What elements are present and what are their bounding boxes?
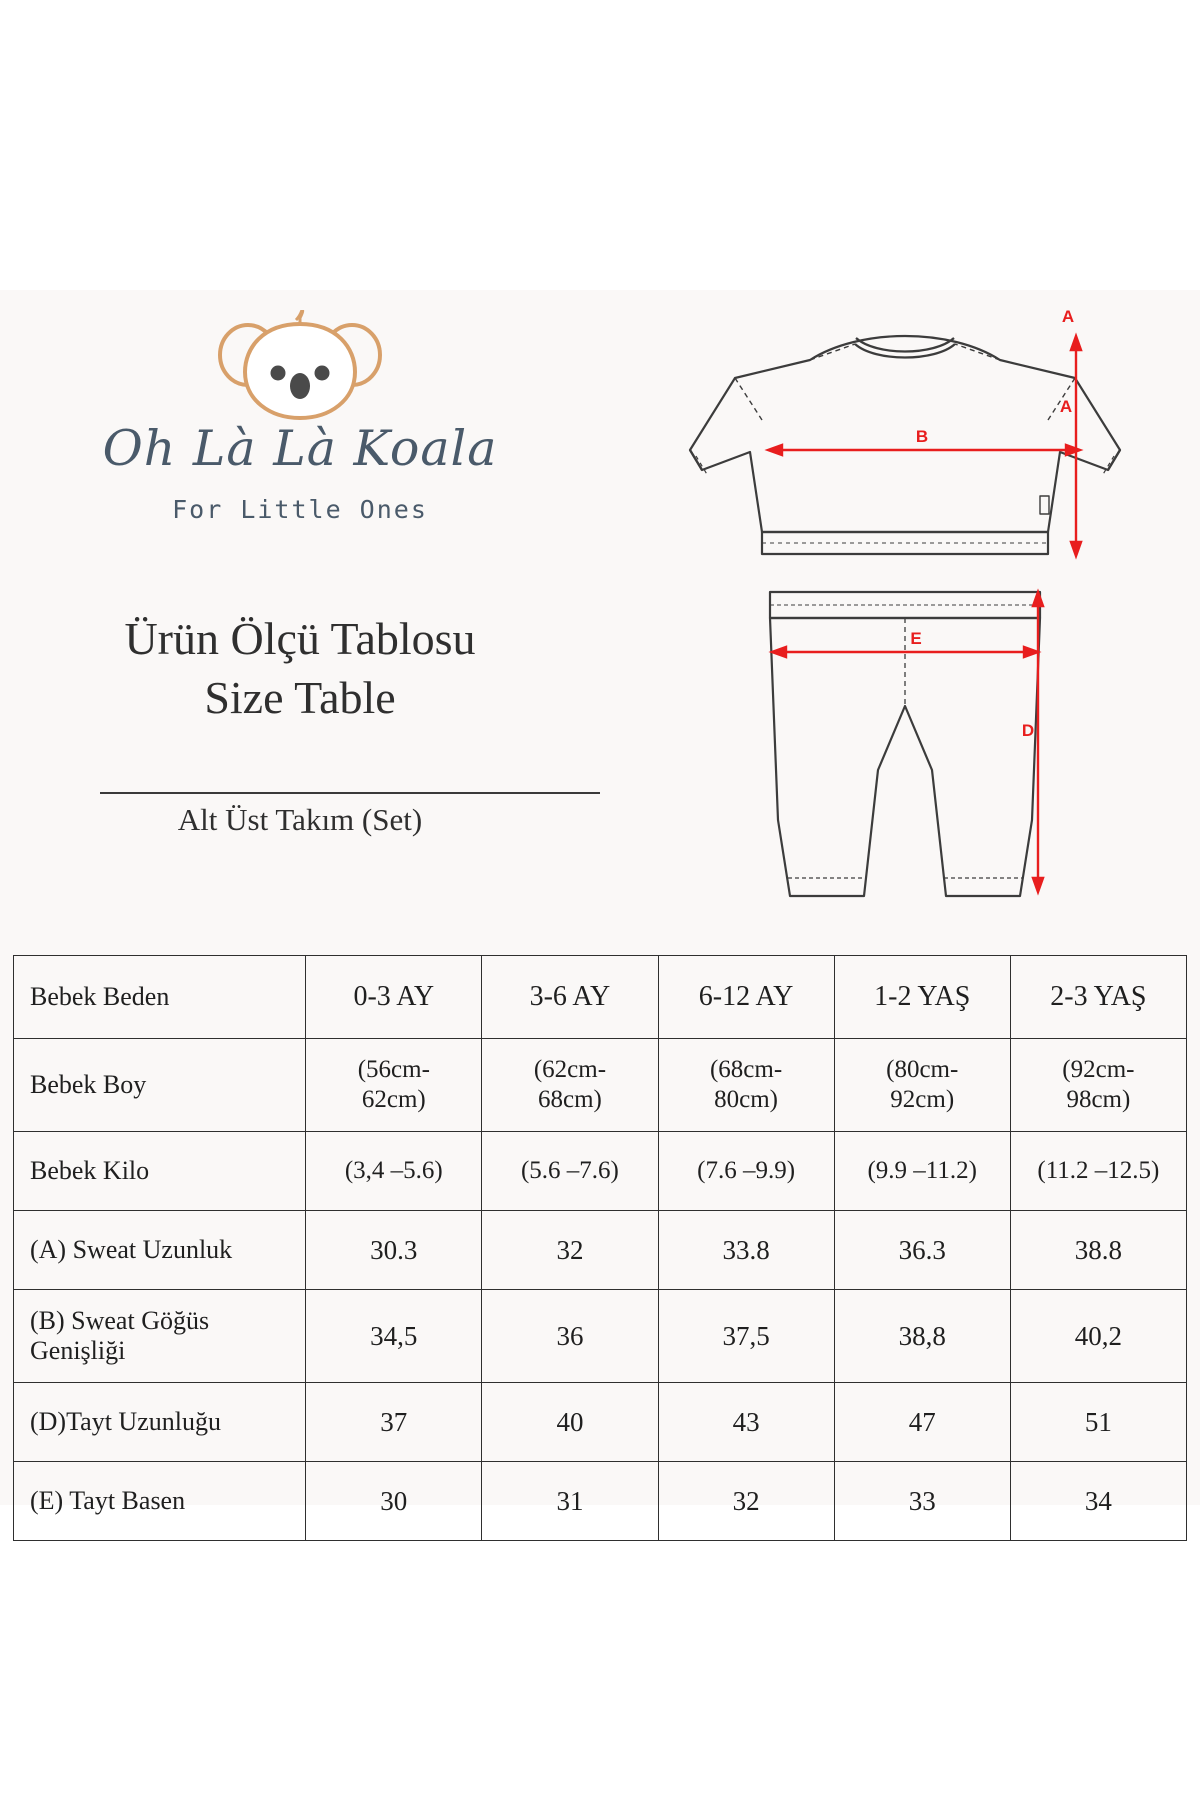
size-table bbox=[13, 955, 1187, 1541]
page-title bbox=[0, 610, 600, 728]
header-area bbox=[0, 290, 1200, 950]
table-header-row bbox=[14, 956, 1187, 1039]
table-col-header-3: 6-12 AY bbox=[658, 956, 834, 1039]
cell-line: (68cm- bbox=[709, 1056, 783, 1083]
table-cell bbox=[482, 1039, 658, 1132]
row-label: (A) Sweat Uzunluk bbox=[14, 1211, 306, 1290]
koala-head-icon bbox=[215, 310, 385, 425]
page-title-line1: Ürün Ölçü Tablosu bbox=[124, 613, 476, 664]
cell-line: (56cm- bbox=[357, 1056, 430, 1083]
brand-tagline: For Little Ones bbox=[172, 495, 428, 524]
table-cell: 34,5 bbox=[306, 1290, 482, 1383]
cell-line: (92cm- bbox=[1062, 1056, 1135, 1083]
brand-name: Oh Là Là Koala bbox=[102, 420, 498, 477]
size-chart-card bbox=[0, 290, 1200, 1516]
table-cell: (7.6 –9.9) bbox=[658, 1132, 834, 1211]
svg-text:E: E bbox=[910, 629, 922, 648]
table-cell: 34 bbox=[1010, 1462, 1186, 1541]
table-col-header-4: 1-2 YAŞ bbox=[834, 956, 1010, 1039]
table-cell: 38.8 bbox=[1010, 1211, 1186, 1290]
table-row bbox=[14, 1383, 1187, 1462]
table-cell: 40 bbox=[482, 1383, 658, 1462]
row-label: (D)Tayt Uzunluğu bbox=[14, 1383, 306, 1462]
table-cell: 47 bbox=[834, 1383, 1010, 1462]
table-row bbox=[14, 1211, 1187, 1290]
row-label: (E) Tayt Basen bbox=[14, 1462, 306, 1541]
table-cell: 37,5 bbox=[658, 1290, 834, 1383]
brand-block bbox=[0, 290, 660, 950]
table-row bbox=[14, 1462, 1187, 1541]
table-cell: 51 bbox=[1010, 1383, 1186, 1462]
table-row bbox=[14, 1039, 1187, 1132]
table-cell: 43 bbox=[658, 1383, 834, 1462]
cell-line: 80cm) bbox=[714, 1086, 779, 1113]
table-cell bbox=[834, 1039, 1010, 1132]
row-label: Bebek Boy bbox=[14, 1039, 306, 1132]
cell-line: 92cm) bbox=[890, 1086, 955, 1113]
cell-line: (62cm- bbox=[533, 1056, 607, 1083]
table-cell: 40,2 bbox=[1010, 1290, 1186, 1383]
table-col-header-0: Bebek Beden bbox=[14, 956, 306, 1039]
page-subtitle: Alt Üst Takım (Set) bbox=[177, 802, 423, 837]
table-cell bbox=[1010, 1039, 1186, 1132]
table-cell: (9.9 –11.2) bbox=[834, 1132, 1010, 1211]
cell-line: 68cm) bbox=[538, 1086, 602, 1113]
row-label: Bebek Kilo bbox=[14, 1132, 306, 1211]
table-cell: (11.2 –12.5) bbox=[1010, 1132, 1186, 1211]
table-cell: (3,4 –5.6) bbox=[306, 1132, 482, 1211]
table-cell: 33.8 bbox=[658, 1211, 834, 1290]
table-col-header-2: 3-6 AY bbox=[482, 956, 658, 1039]
table-cell: 33 bbox=[834, 1462, 1010, 1541]
cell-line: 98cm) bbox=[1066, 1086, 1131, 1113]
table-col-header-5: 2-3 YAŞ bbox=[1010, 956, 1186, 1039]
size-table-wrapper bbox=[13, 955, 1187, 1541]
cell-line: 62cm) bbox=[361, 1086, 426, 1113]
svg-text:A: A bbox=[1059, 397, 1073, 416]
table-cell: 30 bbox=[306, 1462, 482, 1541]
table-col-header-1: 0-3 AY bbox=[306, 956, 482, 1039]
table-cell: 30.3 bbox=[306, 1211, 482, 1290]
table-cell: (5.6 –7.6) bbox=[482, 1132, 658, 1211]
svg-text:A: A bbox=[1061, 307, 1075, 326]
svg-text:B: B bbox=[915, 427, 929, 446]
svg-text:D: D bbox=[1021, 721, 1035, 740]
table-row bbox=[14, 1132, 1187, 1211]
title-divider bbox=[100, 792, 600, 794]
page-title-line2: Size Table bbox=[204, 671, 396, 723]
table-cell: 38,8 bbox=[834, 1290, 1010, 1383]
cell-line: (80cm- bbox=[886, 1056, 959, 1083]
table-cell: 32 bbox=[658, 1462, 834, 1541]
table-cell bbox=[658, 1039, 834, 1132]
table-cell: 37 bbox=[306, 1383, 482, 1462]
table-cell: 36 bbox=[482, 1290, 658, 1383]
table-row bbox=[14, 1290, 1187, 1383]
table-cell: 36.3 bbox=[834, 1211, 1010, 1290]
row-label: (B) Sweat Göğüs Genişliği bbox=[14, 1290, 306, 1383]
table-cell: 32 bbox=[482, 1211, 658, 1290]
table-cell: 31 bbox=[482, 1462, 658, 1541]
table-cell bbox=[306, 1039, 482, 1132]
garment-diagram bbox=[620, 300, 1190, 940]
